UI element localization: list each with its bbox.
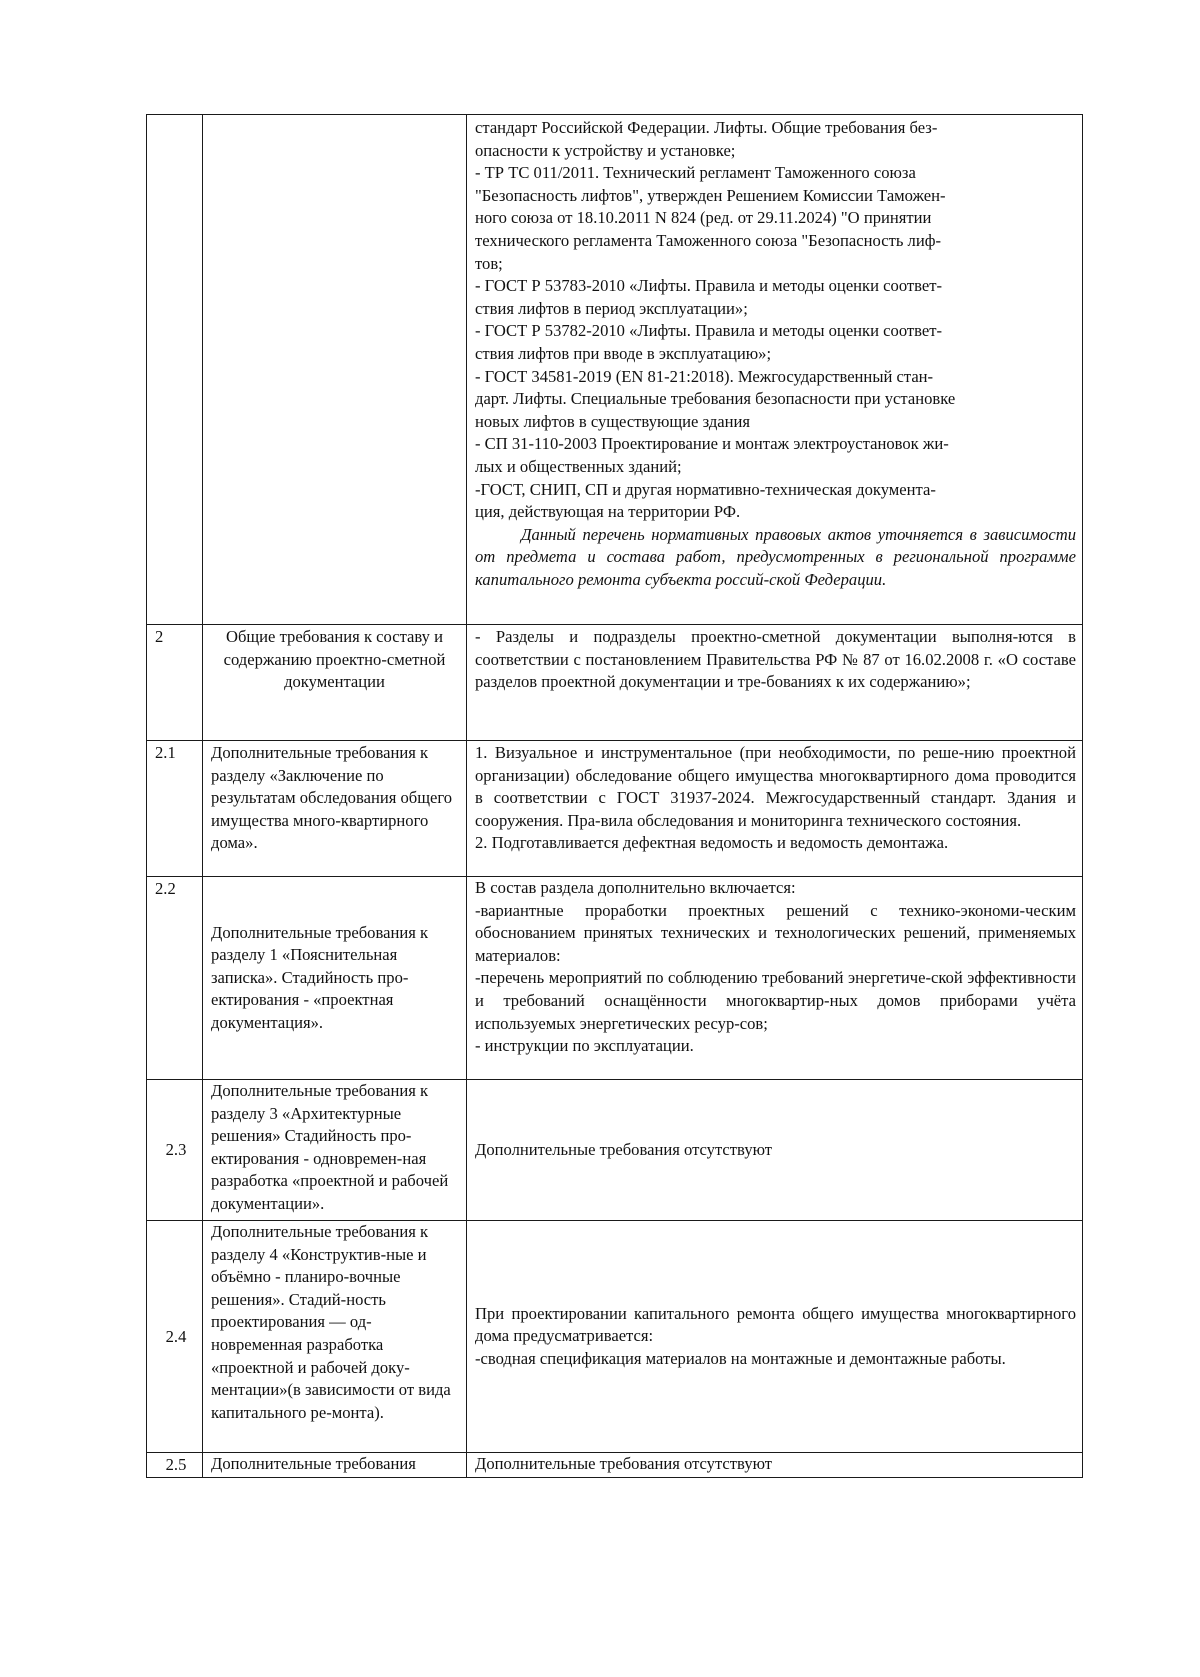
table-row [147,877,1083,1080]
row-requirements [467,877,1083,1080]
req-line: -ГОСТ, СНИП, СП и другая нормативно-техническая документа- [475,479,936,499]
req-line: - СП 31-110-2003 Проектирование и монтаж электроустановок жи- [475,434,949,454]
row-number [147,115,203,625]
req-line: "Безопасность лифтов", утвержден Решением Комиссии Таможен- [475,185,946,205]
req-paragraph: - инструкции по эксплуатации. [475,1036,694,1056]
table-row [147,1453,1083,1478]
row-title: Дополнительные требования к разделу 1 «Пояснительная записка». Стадийность про-ектирования - «проектная документация». [203,877,467,1080]
row-title: Дополнительные требования к разделу 4 «Конструктив-ные и объёмно - планиро-вочные решения». Стадий-ность проектирования — од-новременная разработка «проектной и рабочей доку-ментации»(в зависимости от вида капитального ре-монта). [203,1221,467,1453]
row-number: 2.1 [147,741,203,877]
row-requirements [467,115,1083,625]
req-line: ствия лифтов в период эксплуатации»; [475,298,748,318]
row-number: 2.4 [147,1221,203,1453]
row-title: Дополнительные требования [203,1453,467,1478]
table-row [147,741,1083,877]
row-number: 2.3 [147,1080,203,1221]
row-title: Дополнительные требования к разделу «Заключение по результатам обследования общего имущества много-квартирного дома». [203,741,467,877]
req-paragraph: В состав раздела дополнительно включается: [475,878,796,897]
row-title [203,115,467,625]
italic-note: Данный перечень нормативных правовых актов уточняется в зависимости от предмета и состава работ, предусмотренных в региональной программе капитального ремонта субъекта россий-ской Федерации. [475,524,1076,589]
row-number: 2 [147,625,203,741]
row-number: 2.5 [147,1453,203,1478]
req-line: тов; [475,253,503,273]
req-line: новых лифтов в существующие здания [475,411,751,431]
req-line: технического регламента Таможенного союза "Безопасность лиф- [475,230,941,250]
table-row [147,1221,1083,1453]
req-paragraph: -вариантные проработки проектных решений с технико-экономи-ческим обоснованием принятых технических и технологических решений, применяемых материалов: [475,900,1076,965]
row-title: Дополнительные требования к разделу 3 «Архитектурные решения» Стадийность про-ектирования - одновремен-ная разработка «проектной и рабочей документации». [203,1080,467,1221]
req-line: стандарт Российской Федерации. Лифты. Общие требования без- [475,118,938,137]
req-line: дарт. Лифты. Специальные требования безопасности при установке [475,389,956,409]
req-line: - ГОСТ 34581-2019 (EN 81-21:2018). Межгосударственный стан- [475,366,934,386]
table-row [147,625,1083,741]
req-paragraph: -сводная спецификация материалов на монтажные и демонтажные работы. [475,1348,1006,1368]
req-line: ция, действующая на территории РФ. [475,502,741,522]
req-line: опасности к устройству и установке; [475,140,736,160]
req-paragraph: 2. Подготавливается дефектная ведомость и ведомость демонтажа. [475,833,949,853]
table-row [147,115,1083,625]
row-requirements: Дополнительные требования отсутствуют [467,1453,1083,1478]
req-paragraph: При проектировании капитального ремонта общего имущества многоквартирного дома предусматривается: [475,1303,1076,1346]
table-row [147,1080,1083,1221]
req-paragraph: 1. Визуальное и инструментальное (при необходимости, по реше-нию проектной организации) обследование общего имущества многоквартирного дома проводится в соответствии с ГОСТ 31937-2024. Межгосударственный стандарт. Здания и сооружения. Пра-вила обследования и мониторинга технического состояния. [475,743,1076,830]
row-number: 2.2 [147,877,203,1080]
req-line: лых и общественных зданий; [475,456,682,476]
row-requirements [467,741,1083,877]
req-line: ного союза от 18.10.2011 N 824 (ред. от 29.11.2024) "О принятии [475,208,932,228]
req-line: - ГОСТ Р 53783-2010 «Лифты. Правила и методы оценки соответ- [475,276,943,296]
req-line: - ТР ТС 011/2011. Технический регламент Таможенного союза [475,163,916,183]
row-requirements: - Разделы и подразделы проектно-сметной документации выполня-ются в соответствии с постановлением Правительства РФ № 87 от 16.02.2008 г. «О составе разделов проектной документации и тре-бованиях к их содержанию»; [467,625,1083,741]
requirements-table [146,114,1083,1478]
row-requirements: Дополнительные требования отсутствуют [467,1080,1083,1221]
req-line: - ГОСТ Р 53782-2010 «Лифты. Правила и методы оценки соответ- [475,321,943,341]
row-title: Общие требования к составу и содержанию проектно-сметной документации [203,625,467,741]
req-line: ствия лифтов при вводе в эксплуатацию»; [475,343,772,363]
row-requirements [467,1221,1083,1453]
req-paragraph: -перечень мероприятий по соблюдению требований энергетиче-ской эффективности и требований оснащённости многоквартир-ных домов приборами учёта используемых энергетических ресур-сов; [475,968,1076,1033]
